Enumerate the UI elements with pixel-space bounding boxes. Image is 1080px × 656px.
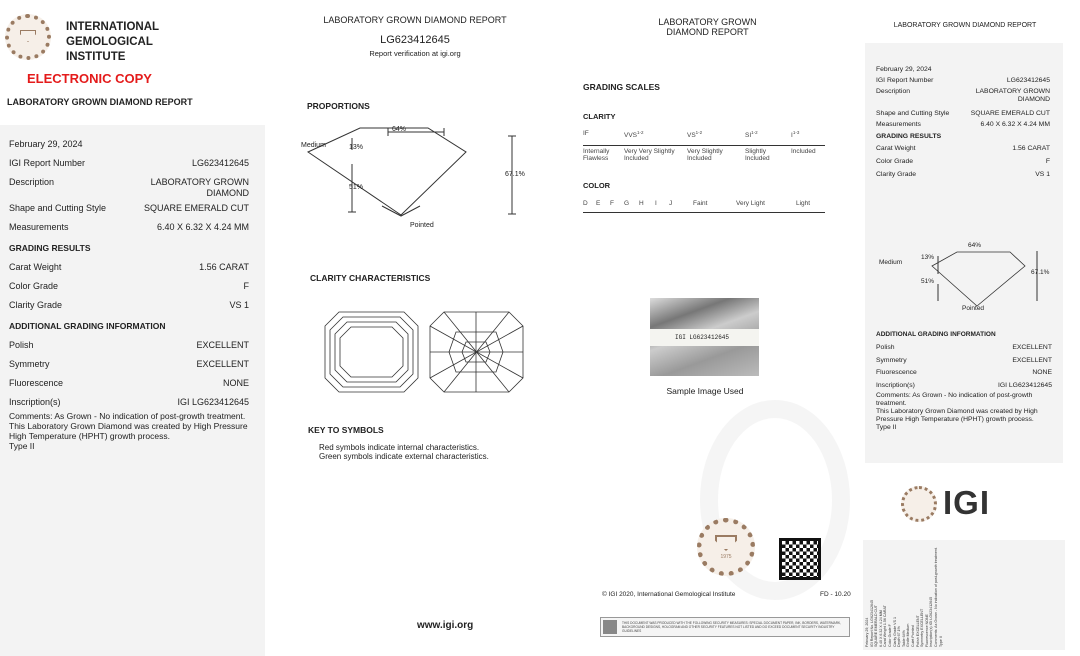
right-crown-percent: 13%: [921, 254, 935, 261]
table-percent: 64%: [392, 126, 407, 133]
verification-link[interactable]: Report verification at igi.org: [369, 49, 461, 58]
igi-seal: 1975: [697, 518, 755, 576]
right-pavilion-percent: 51%: [921, 278, 935, 285]
right-girdle-label: Medium: [879, 259, 903, 266]
right-table-percent: 64%: [968, 242, 982, 249]
copyright: © IGI 2020, International Gemological Institute: [602, 591, 736, 598]
key-to-symbols-heading: KEY TO SYMBOLS: [308, 425, 384, 435]
right-title: LABORATORY GROWN DIAMOND REPORT: [893, 22, 1037, 29]
scales-title: LABORATORY GROWN DIAMOND REPORT: [658, 17, 757, 37]
grading-row: Clarity Grade VS 1: [9, 300, 249, 310]
additional-row: Inscription(s) IGI LG623412645: [9, 397, 249, 407]
comments-hpht: This Laboratory Grown Diamond was created by High Pressure High Temperature (HPHT) growth process.: [9, 421, 248, 441]
report-title: LABORATORY GROWN DIAMOND REPORT: [7, 97, 193, 107]
sample-inscription-image: IGI LG623412645: [650, 298, 759, 376]
clarity-grade: $I^{1-3}$: [791, 130, 800, 140]
right-depth-percent: 67.1%: [1031, 269, 1050, 276]
key-green-symbols: Green symbols indicate external characteristics.: [319, 452, 489, 461]
sample-image-caption: Sample Image Used: [666, 386, 744, 396]
comments-type: Type II: [9, 441, 35, 451]
electronic-copy-label: ELECTRONIC COPY: [27, 71, 152, 86]
org-name-line2: GEMOLOGICAL: [66, 36, 153, 48]
additional-row: Symmetry EXCELLENT: [9, 359, 249, 369]
depth-percent: 67.1%: [505, 171, 525, 178]
right-report-details: February 29, 2024 IGI Report Number LG623412645 Description LABORATORY GROWN DIAMOND Shape and Cutting Style SQUARE EMERALD CUT Measurements 6.40 X 6.32 X 4.24 MM GRADING RESULTS Carat Weight 1.56 CARAT Color Grade F Clarity Grade VS 1: [876, 66, 1050, 178]
org-name-line1: INTERNATIONAL: [66, 21, 160, 33]
culet-label: Pointed: [410, 222, 434, 229]
document-security-icon: [603, 620, 617, 634]
clarity-grade: VVS$^{1-2}$: [624, 130, 644, 140]
org-name-line3: INSTITUTE: [66, 51, 126, 63]
grading-results-heading: GRADING RESULTS: [9, 243, 91, 253]
clarity-scale: IF VVS$^{1-2}$ VS$^{1-2}$ SI$^{1-2}$ $I^{1-3}$ Internally Flawless Very Very Slightly Included Very Slightly Included Slightly Included Included: [583, 128, 825, 164]
clarity-characteristics-heading: CLARITY CHARACTERISTICS: [310, 273, 431, 283]
right-additional-info: ADDITIONAL GRADING INFORMATION Polish EXCELLENT Symmetry EXCELLENT Fluorescence NONE Inscription(s) IGI LG623412645 Comments: As Grown - No indication of post-growth treatment. This Laboratory Grown Diamond was created by High Pressure High Temperature (HPHT) growth process. Type II: [876, 331, 1052, 431]
key-red-symbols: Red symbols indicate internal characteristics.: [319, 443, 480, 452]
pavilion-view: [430, 312, 523, 392]
igi-logo-text: IGI: [943, 484, 991, 521]
left-report-details: [9, 139, 249, 451]
clarity-grade: VS$^{1-2}$: [687, 130, 703, 140]
crown-percent: 13%: [349, 144, 364, 151]
clarity-scale-heading: CLARITY: [583, 112, 616, 121]
detail-row: Description LABORATORY GROWN DIAMOND: [9, 177, 249, 198]
pavilion-percent: 51%: [349, 184, 364, 191]
comments: Comments: As Grown - No indication of post-growth treatment.: [9, 411, 246, 421]
clarity-grade: SI$^{1-2}$: [745, 130, 758, 140]
igi-seal-logo: [5, 14, 51, 60]
additional-row: Fluorescence NONE: [9, 378, 249, 388]
security-notice: THIS DOCUMENT WAS PRODUCED WITH THE FOLLOWING SECURITY MEASURES: SPECIAL DOCUMENT PAPER, INK, BORDERS, WATERMARK, BACKGROUND DESIGNS, HOLOGRAM AND OTHER SECURITY FEATURES NOT LISTED AND DO EXCEED DOCUMENT SECURITY INDUSTRY GUIDELINES: [600, 617, 850, 637]
right-igi-seal: [901, 486, 937, 522]
detail-row: Measurements 6.40 X 6.32 X 4.24 MM: [9, 222, 249, 232]
color-scale: D E F G H I J Faint Very Light Light: [583, 200, 825, 213]
girdle-label: Medium: [301, 142, 326, 149]
additional-row: Polish EXCELLENT: [9, 340, 249, 350]
rotated-stub: February 29, 2024 IGI Report No. LG623412645 SQUARE EMERALD CUT 6.40 X 6.32 X 4.24 MM Carat Weight 1.56 CARAT Color Grade F Clarity Grade VS 1 Depth 67.1% Table 64% Girdle Medium Culet Pointed Polish EXCELLENT Symmetry EXCELLENT Fluorescence NONE Inscription(s) IGI LG623412645 Comments: As Grown - No indication of post-growth treatment. Type II: [863, 540, 1065, 650]
qr-code[interactable]: [779, 538, 821, 580]
clarity-grade: IF: [583, 130, 589, 137]
report-date: February 29, 2024: [9, 139, 83, 149]
grading-scales-heading: GRADING SCALES: [583, 82, 660, 92]
middle-report-number: LG623412645: [380, 34, 450, 46]
right-culet-label: Pointed: [962, 305, 985, 312]
grading-row: Color Grade F: [9, 281, 249, 291]
additional-info-heading: ADDITIONAL GRADING INFORMATION: [9, 321, 166, 331]
detail-row: Shape and Cutting Style SQUARE EMERALD CUT: [9, 203, 249, 213]
color-scale-heading: COLOR: [583, 181, 611, 190]
proportions-diagram: [300, 120, 540, 235]
detail-row: IGI Report Number LG623412645: [9, 158, 249, 168]
proportions-heading: PROPORTIONS: [307, 101, 370, 111]
middle-title: LABORATORY GROWN DIAMOND REPORT: [323, 15, 507, 25]
website-link[interactable]: www.igi.org: [417, 620, 474, 631]
form-code: FD - 10.20: [820, 591, 851, 598]
clarity-plot-diagrams: [325, 310, 525, 395]
crown-view: [325, 312, 418, 392]
grading-row: Carat Weight 1.56 CARAT: [9, 262, 249, 272]
